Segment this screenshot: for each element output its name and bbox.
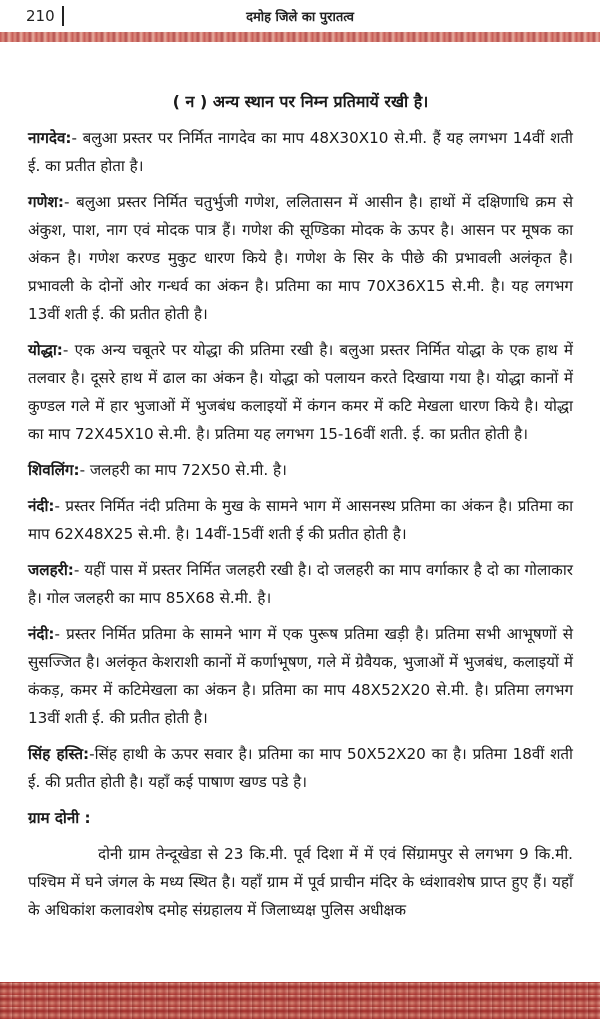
paragraph-jalhari	[28, 556, 573, 612]
decorative-bottom-border	[0, 982, 600, 1019]
paragraph-text: - यहीं पास में प्रस्तर निर्मित जलहरी रखी है। दो जलहरी का माप वर्गाकार है दो का गोलाकार है। गोल जलहरी का माप 85X68 से.मी. है।	[28, 561, 573, 607]
paragraph-term: सिंह हस्ति:	[28, 745, 90, 763]
paragraph-term: गणेश:	[28, 193, 64, 211]
subheading-gram-doni: ग्राम दोनी :	[28, 809, 91, 827]
paragraph-text: - बलुआ प्रस्तर पर निर्मित नागदेव का माप 48X30X10 से.मी. हैं यह लगभग 14वीं शती ई. का प्रतीत होता है।	[28, 129, 573, 175]
paragraph-text: - बलुआ प्रस्तर निर्मित चतुर्भुजी गणेश, ललितासन में आसीन है। हाथों में दक्षिणाधि क्रम से अंकुश, पाश, नाग एवं मोदक पात्र हैं। गणेश की सूण्डिका मोदक के ऊपर है। आसन पर मूषक का अंकन है। गणेश करण्ड मुकुट धारण किये है। गणेश के सिर के पीछे की प्रभावली अलंकृत है। प्रभावली के दोनों ओर गन्धर्व का अंकन है। प्रतिमा का माप 70X36X15 से.मी. है। यह लगभग 13वीं शती ई. की प्रतीत होती है।	[28, 193, 573, 323]
running-title: दमोह जिले का पुरातत्व	[246, 10, 354, 25]
section-heading: ( न ) अन्य स्थान पर निम्न प्रतिमायें रखी है।	[172, 92, 429, 111]
paragraph-term: योद्धा:	[28, 341, 63, 359]
page-number: 210	[26, 7, 55, 25]
paragraph-term: नंदी:	[28, 625, 55, 643]
paragraph-singh-hasti	[28, 740, 573, 796]
paragraph-term: शिवलिंग:	[28, 461, 80, 479]
paragraph-nandi-2	[28, 620, 573, 732]
paragraph-nagdev	[28, 124, 573, 180]
paragraph-text: - एक अन्य चबूतरे पर योद्धा की प्रतिमा रखी है। बलुआ प्रस्तर निर्मित योद्धा के एक हाथ में तलवार है। दूसरे हाथ में ढाल का अंकन है। योद्धा को पलायन करते दिखाया गया है। योद्धा कानों में कुण्डल गले में हार भुजाओं में भुजबंध कलाइयों में कंगन कमर में कटि मेखला धारण किये है। योद्धा का माप 72X45X10 से.मी. है। प्रतिमा यह लगभग 15-16वीं शती. ई. का प्रतीत होती है।	[28, 341, 573, 443]
paragraph-text: - प्रस्तर निर्मित नंदी प्रतिमा के मुख के सामने भाग में आसनस्थ प्रतिमा का अंकन है। प्रतिमा का माप 62X48X25 से.मी. है। 14वीं-15वीं शती ई की प्रतीत होती है।	[28, 497, 573, 543]
paragraph-term: नंदी:	[28, 497, 55, 515]
paragraph-term: जलहरी:	[28, 561, 74, 579]
page-header	[0, 0, 600, 46]
paragraph-term: नागदेव:	[28, 129, 72, 147]
paragraph-text: - जलहरी का माप 72X50 से.मी. है।	[79, 461, 287, 479]
paragraph-yoddha	[28, 336, 573, 448]
page-body	[28, 88, 573, 924]
paragraph-text: -सिंह हाथी के ऊपर सवार है। प्रतिमा का माप 50X52X20 का है। प्रतिमा 18वीं शती ई. की प्रतीत होती है। यहाँ कई पाषाण खण्ड पडे है।	[28, 745, 573, 791]
decorative-top-border	[0, 32, 600, 42]
paragraph-text: - प्रस्तर निर्मित प्रतिमा के सामने भाग में एक पुरूष प्रतिमा खड़ी है। प्रतिमा सभी आभूषणों से सुसज्जित है। अलंकृत केशराशी कानों में कर्णाभूषण, गले में ग्रेवैयक, भुजाओं में भुजबंध, कलाइयों में कंकड़, कमर में कटिमेखला का अंकन है। प्रतिमा का माप 48X52X20 से.मी. है। प्रतिमा लगभग 13वीं शती ई. की प्रतीत होती है।	[28, 625, 573, 727]
paragraph-shivling	[28, 456, 573, 484]
paragraph-gram-doni: दोनी ग्राम तेन्दूखेडा से 23 कि.मी. पूर्व दिशा में में एवं सिंग्रामपुर से लगभग 9 कि.मी. पश्चिम में घने जंगल के मध्य स्थित है। यहाँ ग्राम में पूर्व प्राचीन मंदिर के ध्वंशावशेष प्राप्त हुए हैं। यहाँ के अधिकांश कलावशेष दमोह संग्रहालय में जिलाध्यक्ष पुलिस अधीक्षक	[28, 845, 573, 919]
paragraph-ganesh	[28, 188, 573, 328]
paragraph-nandi-1	[28, 492, 573, 548]
